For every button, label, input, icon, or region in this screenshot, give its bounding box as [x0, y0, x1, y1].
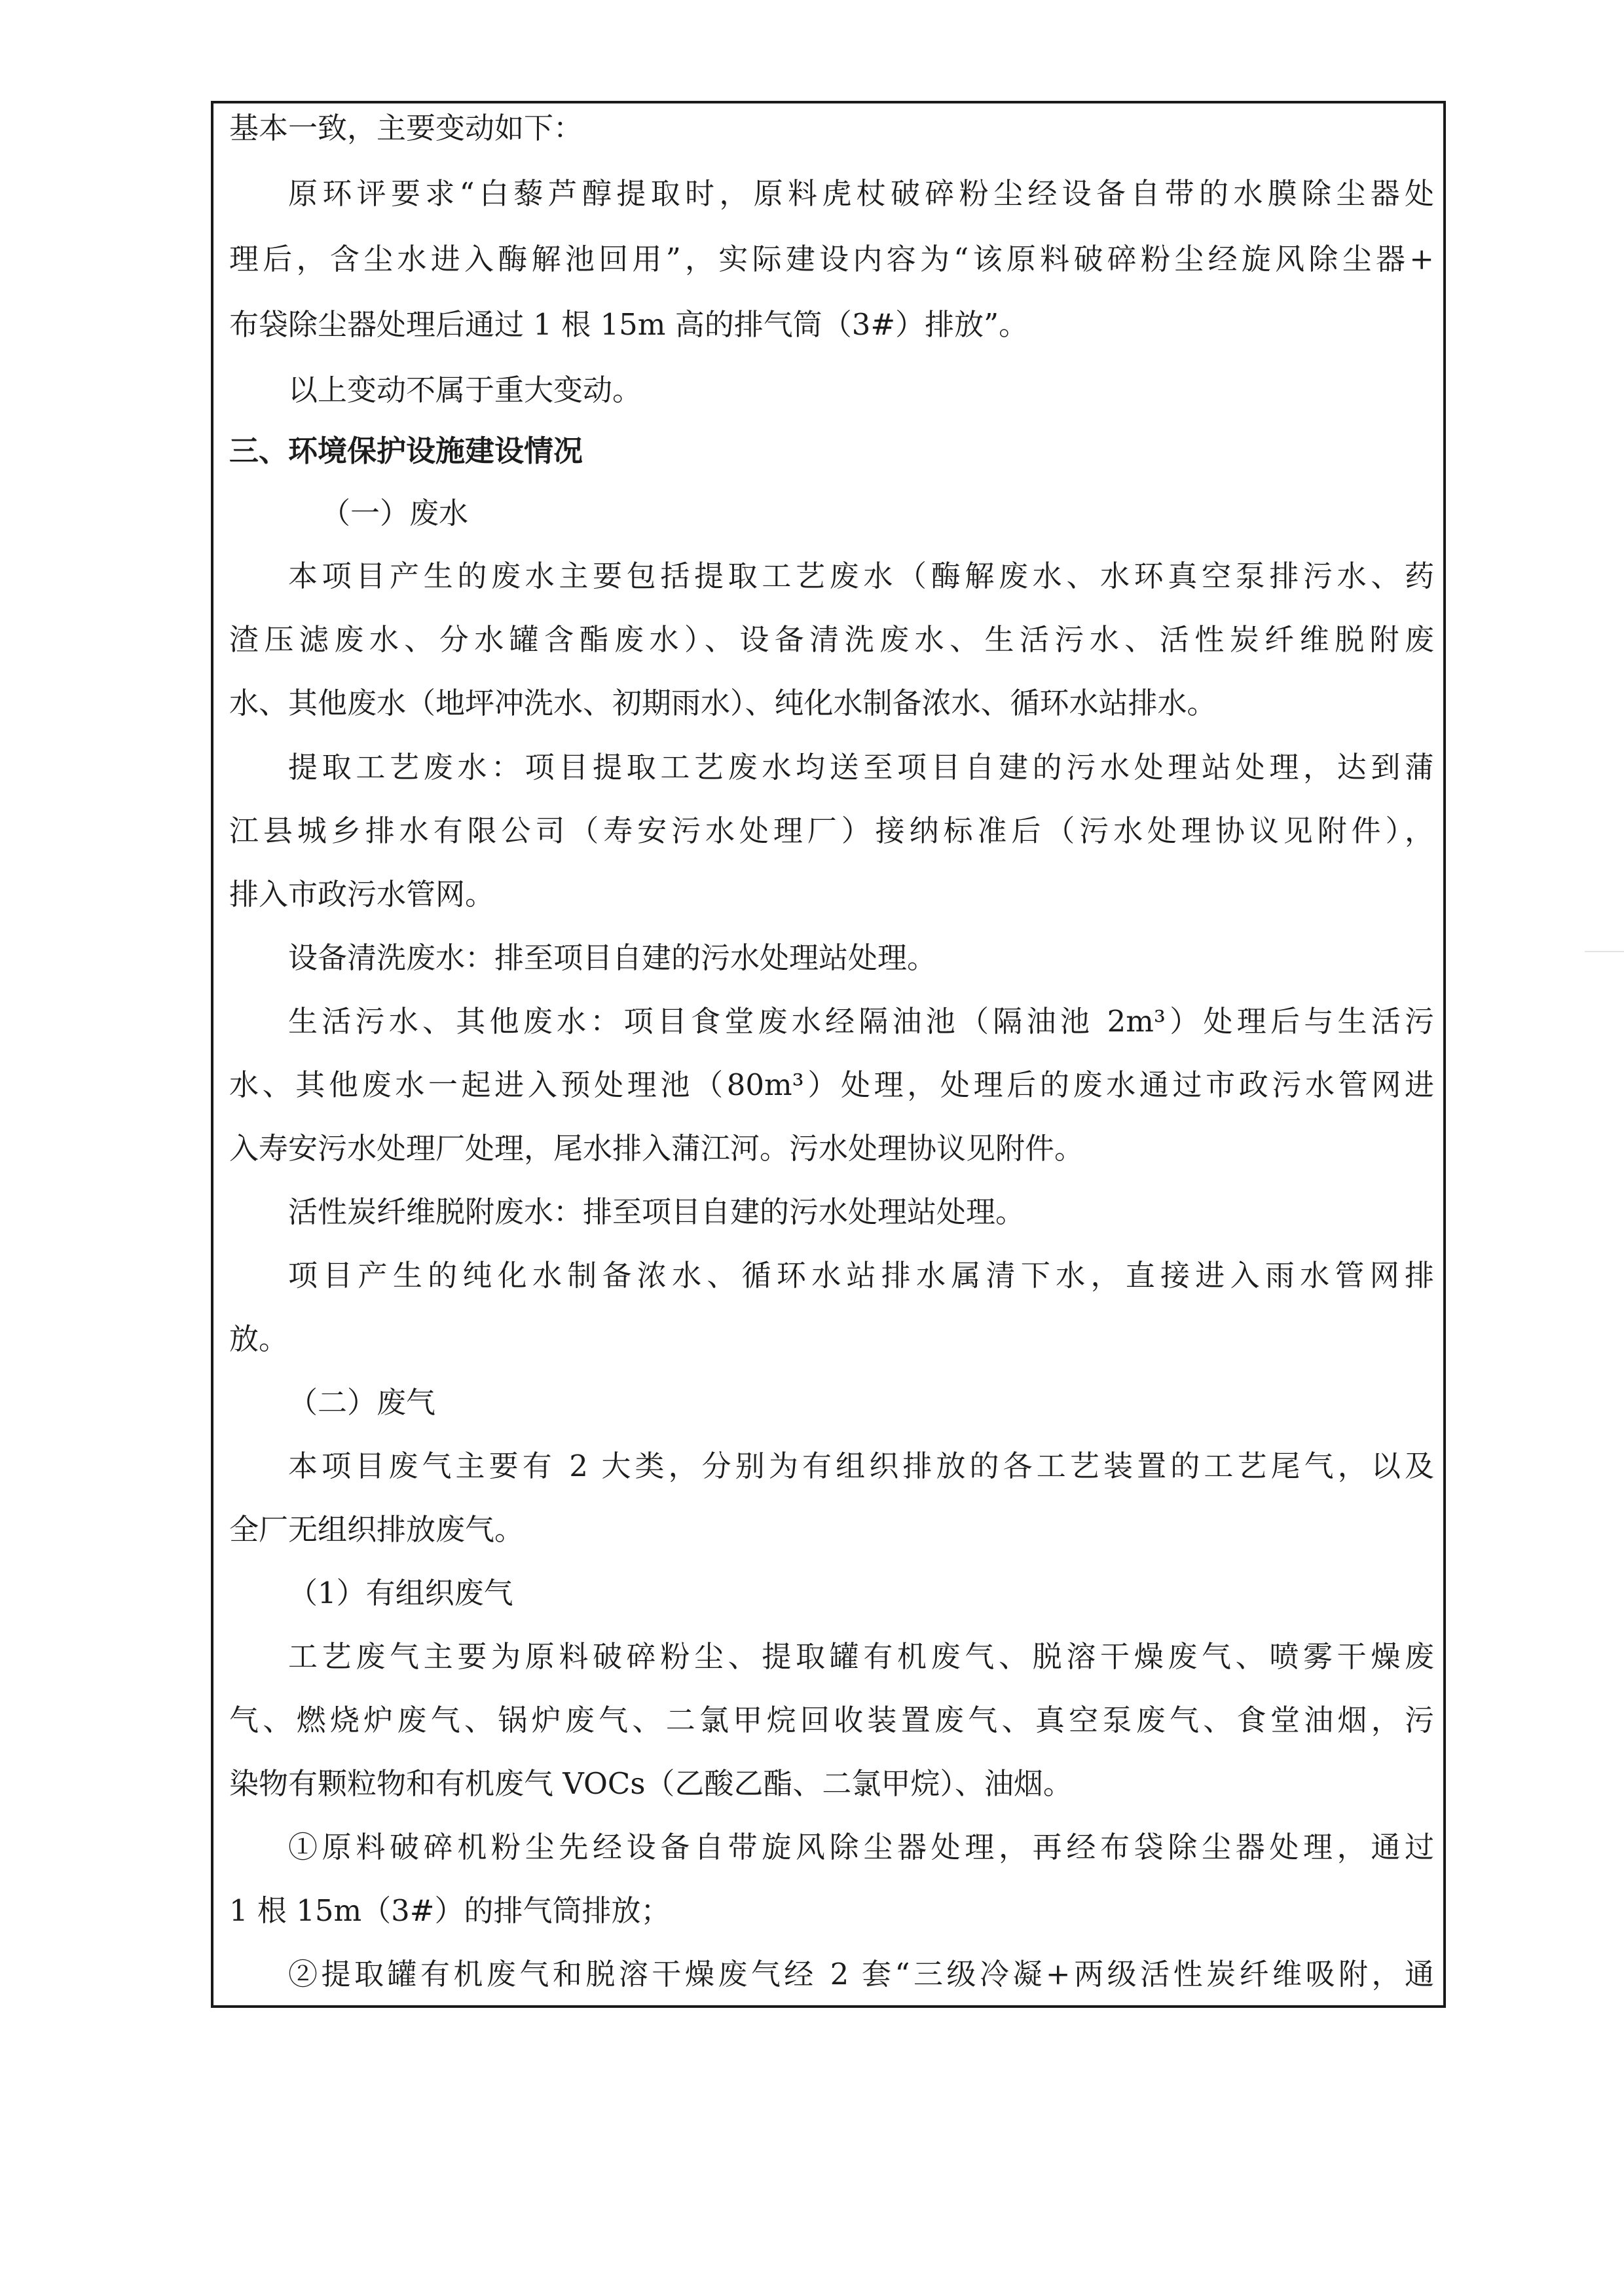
text-line: 项目产生的纯化水制备浓水、循环水站排水属清下水，直接进入雨水管网排	[288, 1258, 1434, 1293]
text-line: 渣压滤废水、分水罐含酯废水）、设备清洗废水、生活污水、活性炭纤维脱附废	[229, 622, 1434, 657]
text-line: 本项目废气主要有 2 大类，分别为有组织排放的各工艺装置的工艺尾气，以及	[288, 1449, 1434, 1483]
text-line: 气、燃烧炉废气、锅炉废气、二氯甲烷回收装置废气、真空泵废气、食堂油烟，污	[229, 1703, 1434, 1737]
text-line: 水、其他废水一起进入预处理池（80m³）处理，处理后的废水通过市政污水管网进	[229, 1067, 1434, 1102]
text-line: 放。	[229, 1322, 289, 1356]
text-line: 以上变动不属于重大变动。	[288, 373, 642, 407]
text-line: ②提取罐有机废气和脱溶干燥废气经 2 套“三级冷凝+两级活性炭纤维吸附，通	[288, 1957, 1434, 1991]
subsection-heading: （二）废气	[288, 1385, 436, 1420]
text-line: 水、其他废水（地坪冲洗水、初期雨水）、纯化水制备浓水、循环水站排水。	[229, 686, 1217, 720]
text-line: ①原料破碎机粉尘先经设备自带旋风除尘器处理，再经布袋除尘器处理，通过	[288, 1830, 1434, 1864]
text-line: 工艺废气主要为原料破碎粉尘、提取罐有机废气、脱溶干燥废气、喷雾干燥废	[288, 1639, 1434, 1674]
text-line: 活性炭纤维脱附废水：排至项目自建的污水处理站处理。	[288, 1194, 1025, 1229]
text-line: 排入市政污水管网。	[229, 877, 495, 912]
text-line: 原环评要求“白藜芦醇提取时，原料虎杖破碎粉尘经设备自带的水膜除尘器处	[288, 176, 1434, 211]
text-line: 生活污水、其他废水：项目食堂废水经隔油池（隔油池 2m³）处理后与生活污	[288, 1004, 1434, 1039]
scan-edge-mark	[1585, 951, 1624, 952]
text-line: 提取工艺废水：项目提取工艺废水均送至项目自建的污水处理站处理，达到蒲	[288, 750, 1434, 785]
text-line: 染物有颗粒物和有机废气 VOCs（乙酸乙酯、二氯甲烷）、油烟。	[229, 1766, 1073, 1801]
text-line: 布袋除尘器处理后通过 1 根 15m 高的排气筒（3#）排放”。	[229, 307, 1029, 342]
text-line: 本项目产生的废水主要包括提取工艺废水（酶解废水、水环真空泵排污水、药	[288, 559, 1434, 593]
section-heading: 三、环境保护设施建设情况	[229, 434, 583, 468]
text-line: 入寿安污水处理厂处理，尾水排入蒲江河。污水处理协议见附件。	[229, 1131, 1084, 1166]
text-line: 理后，含尘水进入酶解池回用”，实际建设内容为“该原料破碎粉尘经旋风除尘器+	[229, 242, 1434, 276]
text-line: 江县城乡排水有限公司（寿安污水处理厂）接纳标准后（污水处理协议见附件），	[229, 813, 1434, 848]
text-line: 全厂无组织排放废气。	[229, 1512, 525, 1547]
text-line: 设备清洗废水：排至项目自建的污水处理站处理。	[288, 940, 937, 975]
text-line: 1 根 15m（3#）的排气筒排放；	[229, 1893, 671, 1928]
subsection-heading: （1）有组织废气	[288, 1576, 513, 1610]
text-line: 基本一致，主要变动如下：	[229, 111, 583, 145]
subsection-heading: （一）废水	[321, 496, 469, 530]
